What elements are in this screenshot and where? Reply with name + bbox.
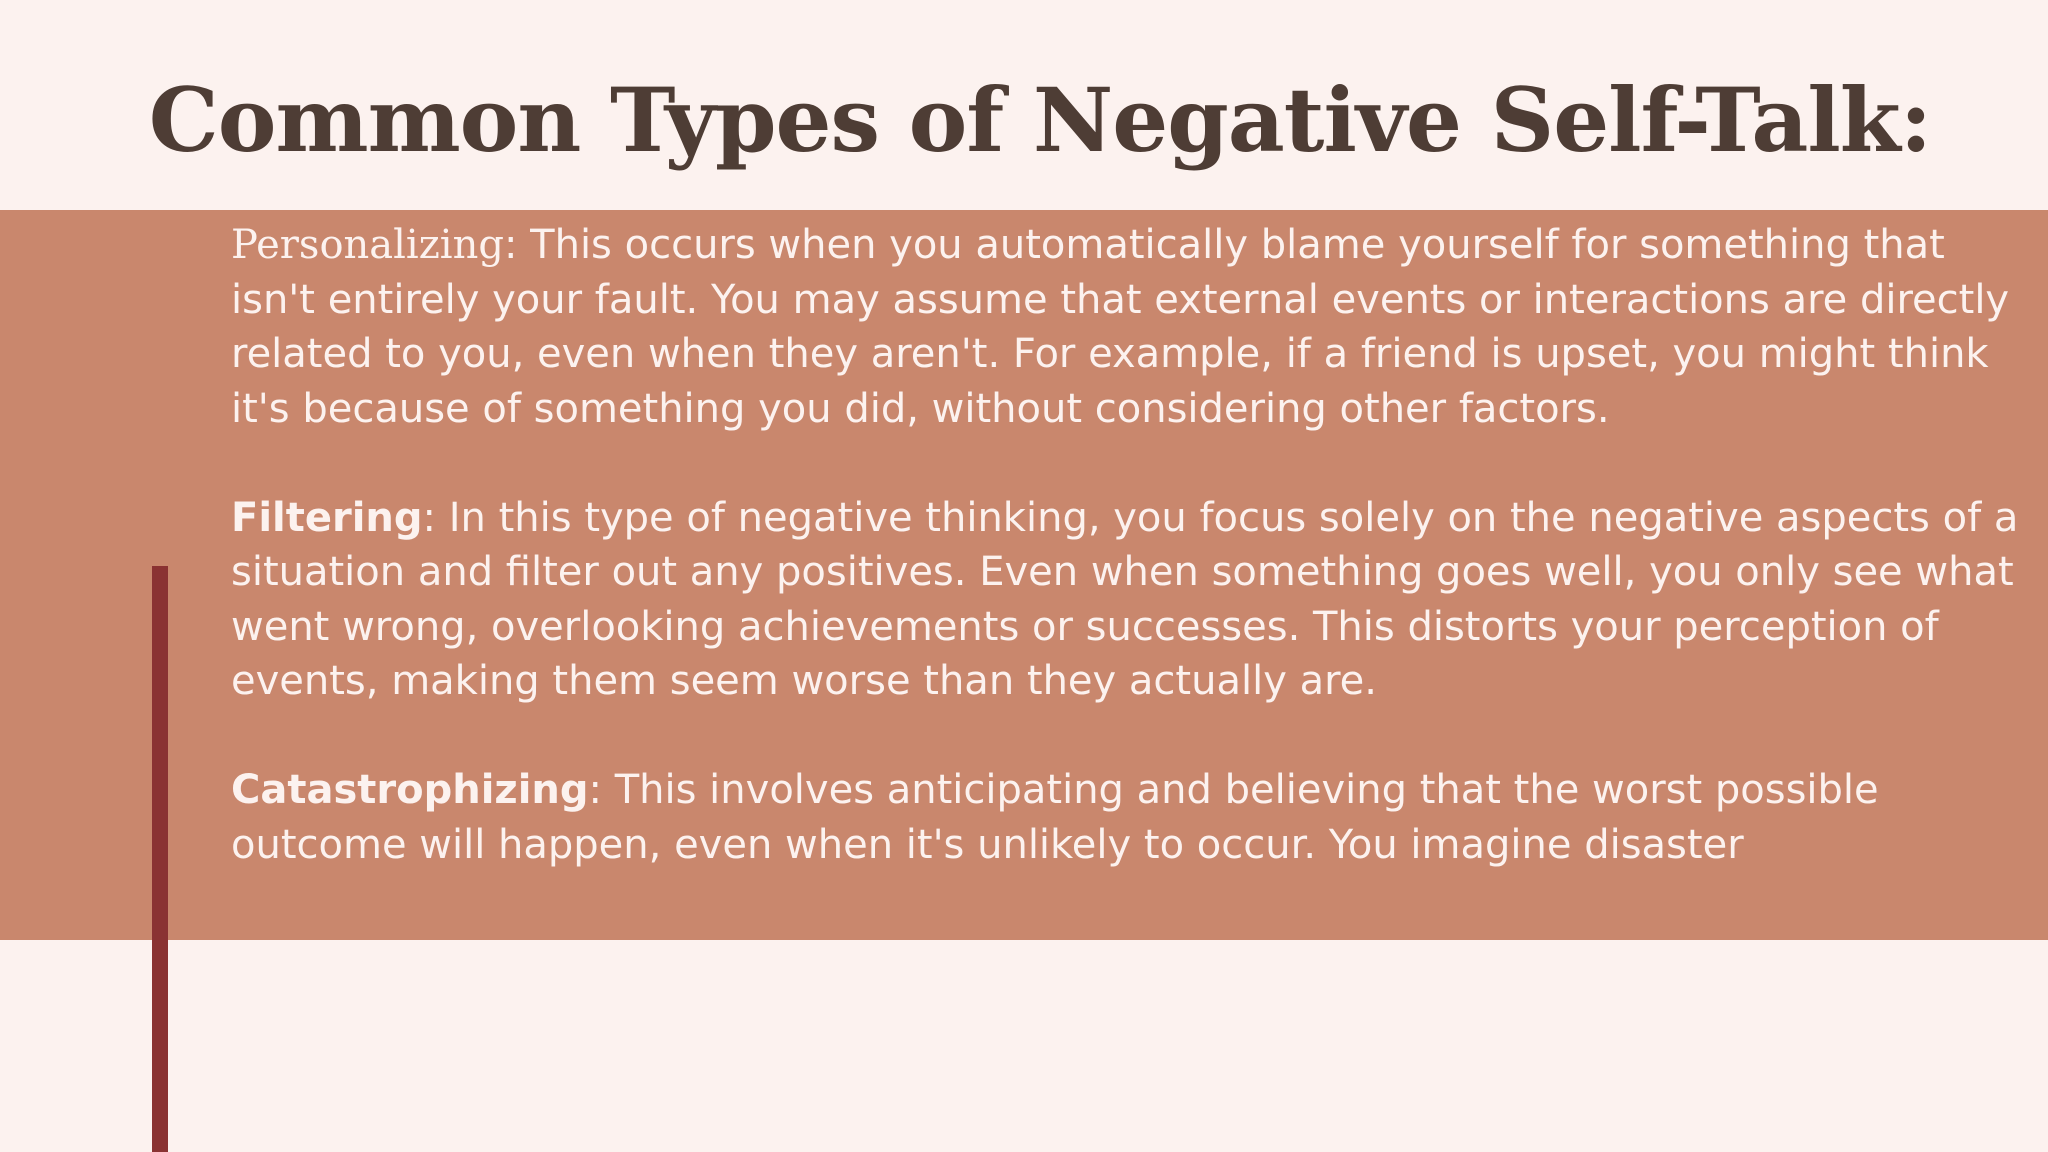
content-text-box [231, 218, 2021, 938]
description-catastrophizing: This involves anticipating and believing that the worst possible outcome will happen, even when it's unlikely to occur. You imagine disaster [231, 767, 1879, 868]
list-item-catastrophizing [231, 763, 2021, 872]
term-filtering: Filtering [231, 494, 423, 541]
list-item-filtering [231, 491, 2021, 709]
term-personalizing: Personalizing [231, 222, 504, 268]
description-personalizing: This occurs when you automatically blame yourself for something that isn't entirely your fault. You may assume that external events or interactions are directly related to you, even when they aren't. For example, if a friend is upset, you might think it's because of something you did, without considering other factors. [231, 222, 2010, 432]
slide-title: Common Types of Negative Self-Talk: [148, 68, 1932, 172]
accent-bar [152, 566, 168, 1152]
term-catastrophizing: Catastrophizing [231, 767, 589, 813]
term-separator: : [503, 222, 518, 268]
list-item-personalizing [231, 218, 2021, 436]
description-filtering: In this type of negative thinking, you focus solely on the negative aspects of a situation and filter out any positives. Even when something goes well, you only see what went wrong, overlooking achievements or successes. This distorts your perception of events, making them seem worse than they actually are. [231, 494, 2019, 704]
term-separator: : [588, 767, 603, 813]
term-separator: : [422, 494, 437, 541]
